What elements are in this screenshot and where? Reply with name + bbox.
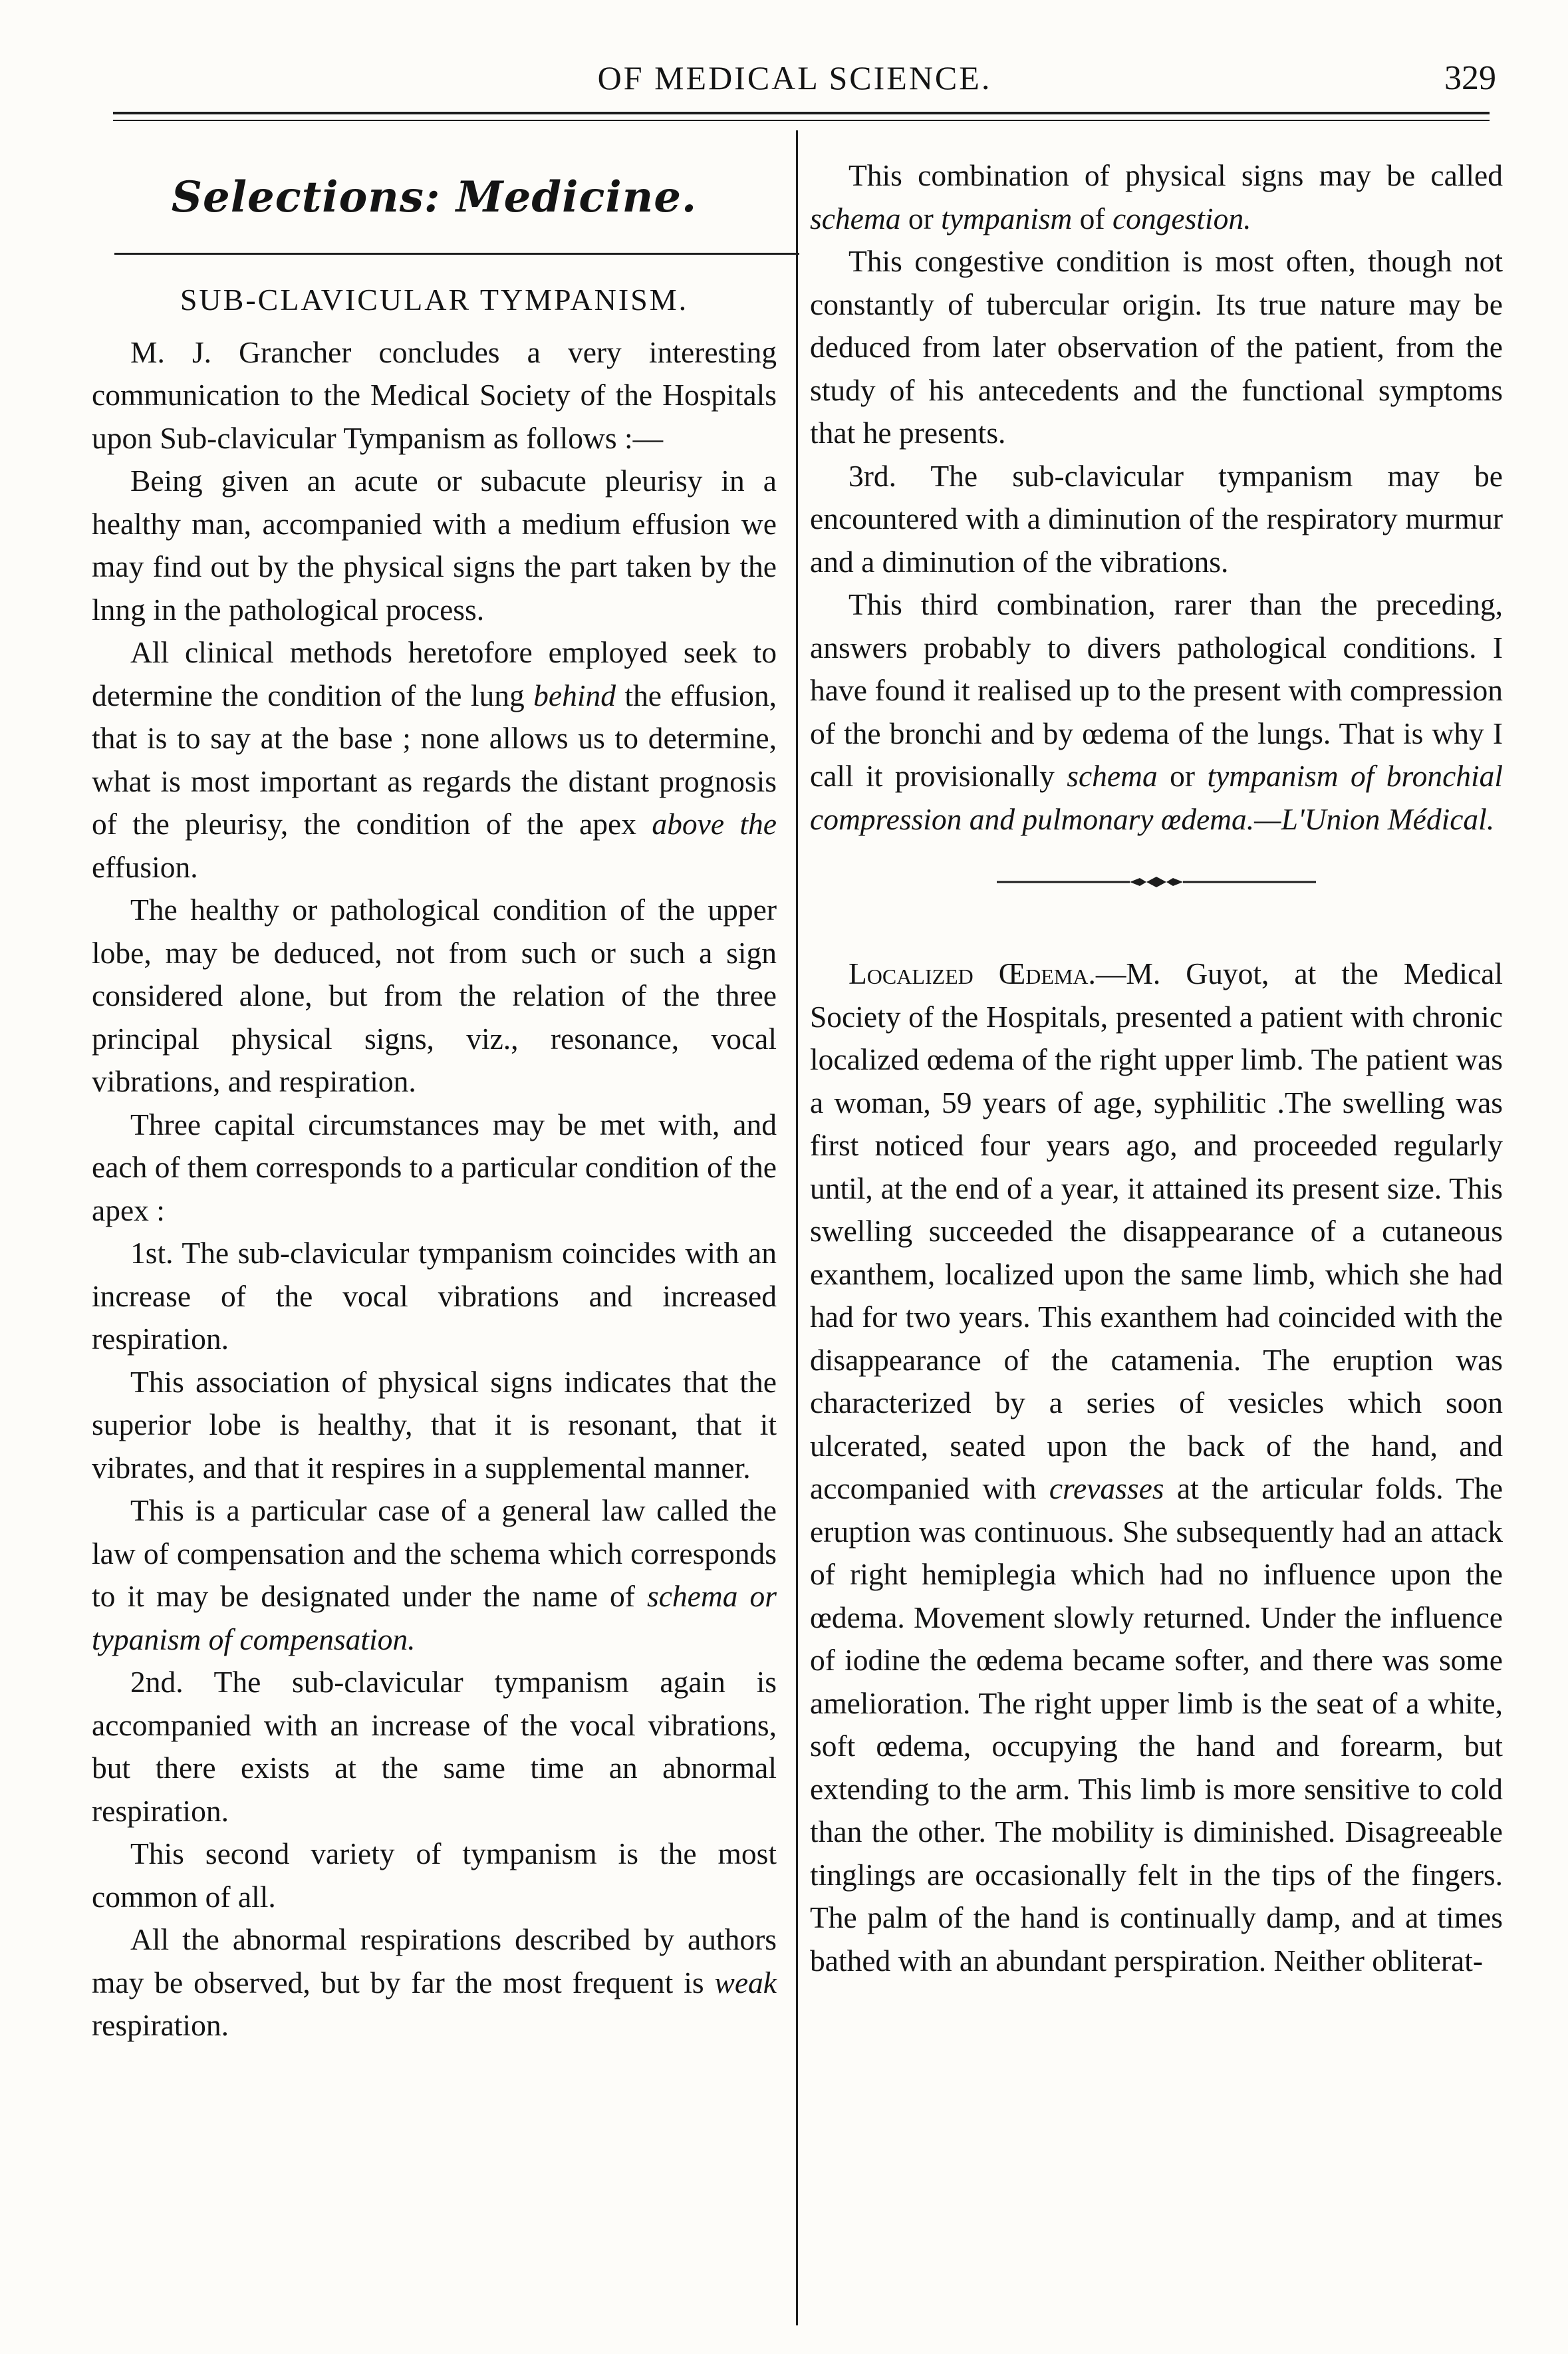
paragraph — [92, 631, 777, 889]
article-title: SUB-CLAVICULAR TYMPANISM. — [180, 283, 689, 317]
ornament-rule-icon — [997, 875, 1316, 889]
paragraph: 3rd. The sub-clavicular tympanism may be encountered with a diminution of the respiratory murmur and a diminution of the vibrations. — [810, 458, 1503, 579]
text-run: All the abnormal respirations described by authors may be observed, but by far the most frequent is — [92, 1922, 777, 1999]
paragraph — [92, 1918, 777, 2047]
text-run: or — [1170, 759, 1196, 793]
text-run: respiration. — [92, 2008, 229, 2042]
section-heading: Selections: Medicine. — [171, 172, 698, 222]
paragraph: This congestive condition is most often, though not constantly of tubercular origin. Its true nature may be deduced from later observation of the patient, from the study of his antecedents and the functional symptoms that he presents. — [810, 244, 1503, 450]
italic-text: weak — [714, 1965, 777, 1999]
italic-text: above the — [652, 807, 777, 841]
run-in-title: Localized Œdema. — [849, 956, 1096, 990]
paragraph: Three capital circumstances may be met with, and each of them corresponds to a particular condition of the apex : — [92, 1107, 777, 1227]
right-column — [810, 154, 1503, 1982]
text-run: effusion. — [92, 849, 198, 884]
italic-text: schema — [810, 201, 901, 235]
paragraph — [810, 953, 1503, 1982]
paragraph: The healthy or pathological condition of the upper lobe, may be deduced, not from such or such a sign considered alone, but from the relation of the three principal physical signs, viz., resonance, vocal vibrations, and respiration. — [92, 893, 777, 1098]
text-run: This combination of physical signs may be called — [849, 158, 1503, 192]
italic-text: crevasses — [1049, 1471, 1164, 1505]
paragraph: Being given an acute or subacute pleurisy in a healthy man, accompanied with a medium effusion we may find out by the physical signs the part taken by the lnng in the pathological process. — [92, 464, 777, 627]
section-rule — [114, 253, 799, 255]
header-rule-thin — [113, 120, 1490, 121]
italic-text: tympanism — [941, 201, 1073, 235]
paragraph: This association of physical signs indicates that the superior lobe is healthy, that it is resonant, that it vibrates, and that it respires in a supplemental manner. — [92, 1364, 777, 1485]
text-run: This third combination, rarer than the preceding, answers probably to divers pathological conditions. I have found it realised up to the present with compression of the bronchi and by œdema of the lungs. That is why I call it provisionally — [810, 587, 1503, 793]
text-run: at the articular folds. The eruption was continuous. She subsequently had an attack of right hemiplegia which had no influence upon the œdema. Movement slowly returned. Under the influence of iodine the œdema became softer, and there was some amelioration. The right upper limb is the seat of a white, soft œdema, occupying the hand and forearm, but extending to the arm. This limb is more sensitive to cold than the other. The mobility is diminished. Disagreeable tinglings are occasionally felt in the tips of the fingers. The palm of the hand is continually damp, and at times bathed with an abundant perspiration. Neither obliterat- — [810, 1471, 1503, 1978]
column-divider — [796, 130, 798, 2325]
text-run: the effusion, that is to say at the base ; none allows us to determine, what is most important as regards the distant prognosis of the pleurisy, the condition of the apex — [92, 678, 777, 841]
ornament-divider — [810, 849, 1503, 915]
header-rule — [113, 112, 1490, 114]
italic-text: tympanism of bronchial compression and pulmonary œdema.—L'Union Médical. — [810, 759, 1503, 836]
page-number: 329 — [1444, 59, 1496, 97]
italic-text: behind — [533, 678, 616, 712]
paragraph: 1st. The sub-clavicular tympanism coincides with an increase of the vocal vibrations and increased respiration. — [92, 1236, 777, 1356]
text-run: of — [1079, 201, 1105, 235]
italic-text: congestion. — [1112, 201, 1251, 235]
italic-text: schema or typanism of compensation. — [92, 1579, 777, 1656]
left-column — [92, 154, 777, 2047]
text-run: —M. Guyot, at the Medical Society of the Hospitals, presented a patient with chronic localized œdema of the right upper limb. The patient was a woman, 59 years of age, syphilitic .The swelling was first noticed four years ago, and proceeded regularly until, at the end of a year, it attained its present size. This swelling succeeded the disappearance of a cutaneous exanthem, localized upon the same limb, which she had had for two years. This exanthem had coincided with the disappearance of the catamenia. The eruption was characterized by a series of vesicles which soon ulcerated, seated upon the back of the hand, and accompanied with — [810, 956, 1503, 1505]
text-run: This is a particular case of a general law called the law of compensation and the schema which corresponds to it may be designated under the name of — [92, 1493, 777, 1613]
paragraph: 2nd. The sub-clavicular tympanism again is accompanied with an increase of the vocal vibrations, but there exists at the same time an abnormal respiration. — [92, 1665, 777, 1828]
page-header — [93, 59, 1496, 112]
paragraph: This second variety of tympanism is the most common of all. — [92, 1837, 777, 1914]
paragraph — [92, 1489, 777, 1661]
paragraph — [810, 154, 1503, 240]
text-run: All clinical methods heretofore employed seek to determine the condition of the lung — [92, 635, 777, 712]
paragraph: M. J. Grancher concludes a very interesting communication to the Medical Society of the Hospitals upon Sub-clavicular Tympanism as follows :— — [92, 335, 777, 455]
running-title: OF MEDICAL SCIENCE. — [597, 59, 992, 96]
italic-text: schema — [1067, 759, 1158, 793]
paragraph — [810, 583, 1503, 841]
text-run: or — [908, 201, 934, 235]
